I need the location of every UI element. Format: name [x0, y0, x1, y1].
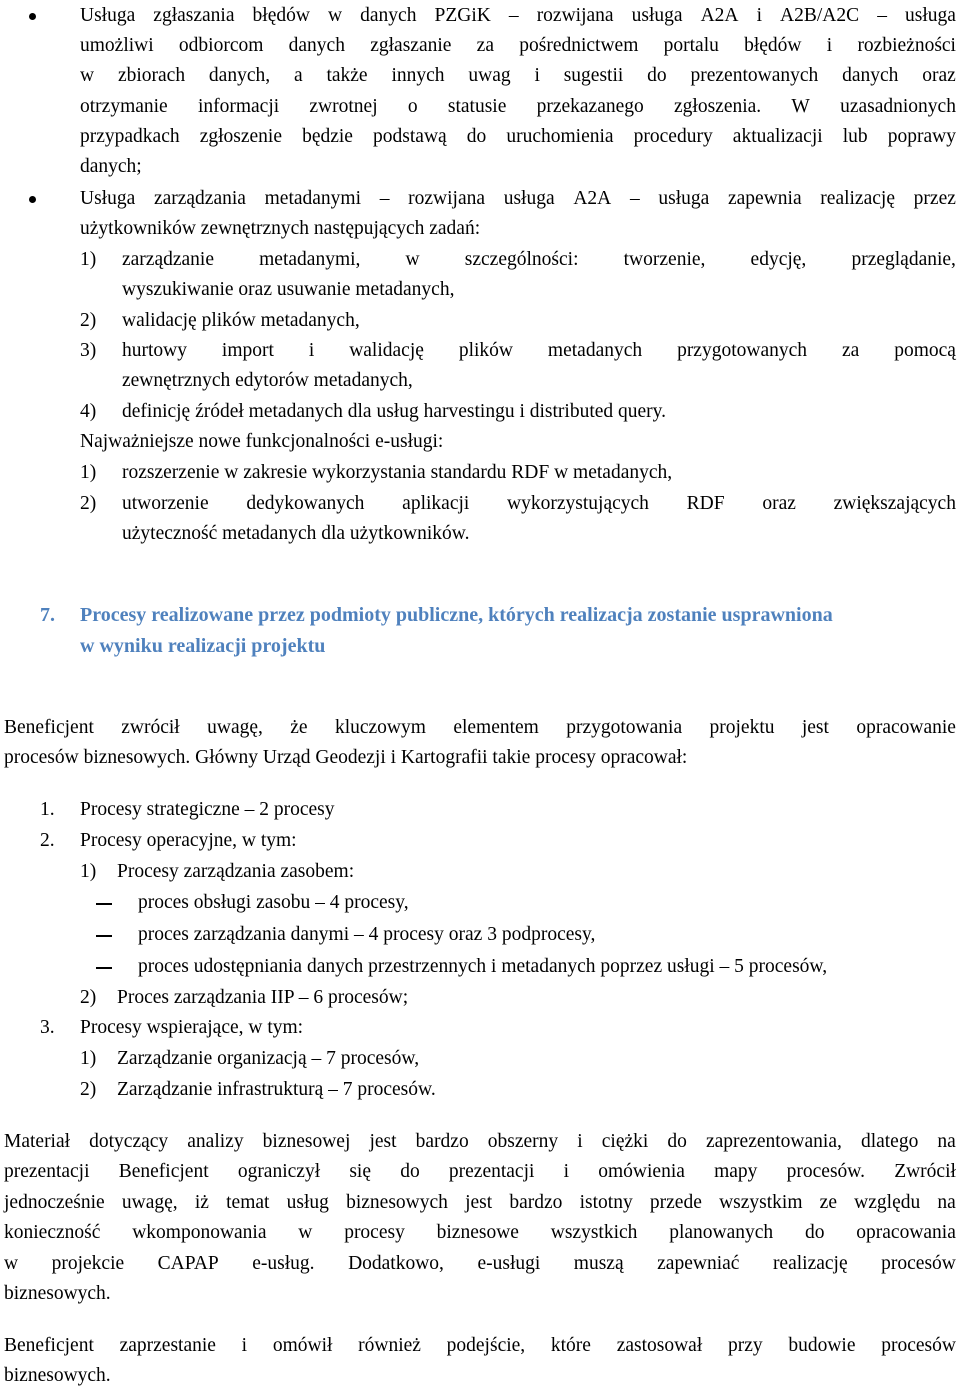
word: rozwijana [408, 188, 486, 209]
word: oraz [762, 493, 796, 514]
word: dedykowanych [246, 493, 365, 514]
word: import [221, 340, 274, 361]
word: A2B/A2C [780, 5, 860, 26]
word: do [647, 65, 667, 86]
process-subitem: proces zarządzania danymi – 4 procesy oraz 3 podprocesy, [138, 924, 596, 945]
paragraph1-line-3 [4, 1191, 956, 1215]
word: przekazanego [536, 96, 644, 117]
word: przypadkach [80, 126, 180, 147]
feature-number: 1) [80, 462, 97, 483]
word: do [804, 1222, 825, 1243]
word: realizację [820, 188, 895, 209]
process-number: 2) [80, 1079, 97, 1100]
word: umożliwi [80, 35, 154, 56]
word: zgłoszenie [199, 126, 282, 147]
word: Usługa [80, 188, 136, 209]
word: portalu [663, 35, 719, 56]
process-number: 1. [40, 799, 55, 820]
bullet1-line-1 [80, 4, 956, 28]
word: opracowania [856, 1222, 956, 1243]
bullet1-line-3 [80, 64, 956, 88]
word: a [293, 65, 303, 86]
task-3-line-1 [122, 339, 956, 363]
word: przygotowanych [677, 340, 808, 361]
word: iż [194, 1192, 209, 1213]
word: także [326, 65, 368, 86]
feature-2-line-2: użyteczność metadanych dla użytkowników. [122, 523, 470, 544]
bullet-icon [29, 196, 36, 203]
word: istotny [579, 1192, 633, 1213]
paragraph2-line-1 [4, 1334, 956, 1358]
word: walidację [349, 340, 424, 361]
process-item: Procesy operacyjne, w tym: [80, 830, 297, 851]
word: zwrócił [121, 717, 180, 738]
paragraph1-line-4 [4, 1221, 956, 1245]
word: wszystkim [719, 1192, 803, 1213]
word: informacji [197, 96, 280, 117]
word: i [577, 1131, 583, 1152]
word: Dodatkowo, [348, 1253, 444, 1274]
process-number: 2. [40, 830, 55, 851]
bullet1-line-6: danych; [80, 156, 142, 177]
word: omówienia [598, 1161, 685, 1182]
word: zarządzania [153, 188, 246, 209]
word: otrzymanie [80, 96, 168, 117]
word: i [534, 65, 540, 86]
word: również [358, 1335, 421, 1356]
word: projektu [709, 717, 775, 738]
word: konieczność [4, 1222, 101, 1243]
word: procesów [881, 1335, 956, 1356]
word: zapewnia [727, 188, 802, 209]
task-number: 1) [80, 249, 97, 270]
word: PZGiK [434, 5, 491, 26]
word: aplikacji [402, 493, 470, 514]
word: za [841, 340, 860, 361]
task-3-line-2: zewnętrznych edytorów metadanych, [122, 370, 413, 391]
word: i [826, 35, 833, 56]
word: zgłoszenia. [674, 96, 762, 117]
process-number: 1) [80, 861, 97, 882]
section-title-line-2: w wyniku realizacji projektu [80, 635, 326, 657]
word: dotyczący [89, 1131, 169, 1152]
task-1-line-2: wyszukiwanie oraz usuwanie metadanych, [122, 279, 455, 300]
word: innych [391, 65, 445, 86]
paragraph1-line-5 [4, 1252, 956, 1276]
word: danych [288, 35, 345, 56]
word: procesy [344, 1222, 405, 1243]
word: przy [727, 1335, 763, 1356]
dash-icon [96, 903, 112, 905]
word: projekcie [51, 1253, 125, 1274]
word: zaprezentowania, [705, 1131, 842, 1152]
bullet2-line-2: użytkowników zewnętrznych następujących zadań: [80, 218, 481, 239]
section-number: 7. [40, 604, 55, 626]
word: bardzo [415, 1131, 469, 1152]
word: i [756, 5, 762, 26]
word: pomocą [894, 340, 956, 361]
word: realizację [772, 1253, 848, 1274]
word: danych [360, 5, 417, 26]
word: RDF [686, 493, 725, 514]
word: wszystkich [550, 1222, 638, 1243]
word: W [791, 96, 810, 117]
word: zgłaszania [153, 5, 235, 26]
word: aktualizacji [732, 126, 823, 147]
word: analizy [187, 1131, 244, 1152]
word: A2A [573, 188, 612, 209]
word: danych [842, 65, 899, 86]
paragraph1-line-1 [4, 1130, 956, 1154]
process-item: Zarządzanie infrastrukturą – 7 procesów. [117, 1079, 436, 1100]
word: i [308, 340, 315, 361]
word: zarządzanie [122, 249, 214, 270]
word: w [4, 1253, 19, 1274]
word: Beneficjent [4, 717, 94, 738]
bullet1-line-2 [80, 34, 956, 58]
word: ciężki [601, 1131, 649, 1152]
word: A2A [700, 5, 739, 26]
word: uwag [468, 65, 511, 86]
word: w [298, 1222, 313, 1243]
word: oraz [922, 65, 956, 86]
word: zbiorach [117, 65, 186, 86]
word: przeglądanie, [851, 249, 956, 270]
word: opracowanie [856, 717, 956, 738]
word: że [290, 717, 308, 738]
feature-1-line-1: rozszerzenie w zakresie wykorzystania standardu RDF w metadanych, [122, 462, 673, 483]
word: statusie [447, 96, 507, 117]
process-item: Procesy strategiczne – 2 procesy [80, 799, 335, 820]
word: jednocześnie [4, 1192, 105, 1213]
word: do [667, 1131, 687, 1152]
dash-icon [96, 935, 112, 937]
process-number: 3. [40, 1017, 55, 1038]
word: zapewniać [657, 1253, 740, 1274]
paragraph1-line-6: biznesowych. [4, 1283, 111, 1304]
word: rozbieżności [857, 35, 956, 56]
word: podejście, [446, 1335, 526, 1356]
section-title-line-1: Procesy realizowane przez podmioty publiczne, których realizacja zostanie usprawniona [80, 604, 833, 626]
word: rozwijana [536, 5, 614, 26]
word: ograniczył [237, 1161, 321, 1182]
word: przede [649, 1192, 702, 1213]
task-number: 2) [80, 310, 97, 331]
word: usługa [658, 188, 710, 209]
intro-line-2: procesów biznesowych. Główny Urząd Geodezji i Kartografii takie procesy opracował: [4, 747, 688, 768]
word: o [407, 96, 418, 117]
feature-number: 2) [80, 493, 97, 514]
word: odbiorcom [178, 35, 264, 56]
word: i [241, 1335, 248, 1356]
process-number: 2) [80, 987, 97, 1008]
word: usługa [503, 188, 555, 209]
word: podstawą [373, 126, 447, 147]
word: metadanymi, [259, 249, 361, 270]
word: e-usług. [252, 1253, 315, 1274]
word: błędów [744, 35, 802, 56]
word: budowie [788, 1335, 856, 1356]
word: lub [842, 126, 868, 147]
word: do [466, 126, 487, 147]
process-item: Zarządzanie organizacją – 7 procesów, [117, 1048, 420, 1069]
word: obszerny [487, 1131, 559, 1152]
task-2-line-1: walidację plików metadanych, [122, 310, 360, 331]
task-number: 4) [80, 401, 97, 422]
intro-line-1 [4, 716, 956, 740]
word: będzie [302, 126, 353, 147]
word: temat [226, 1192, 270, 1213]
word: względu [854, 1192, 921, 1213]
bullet1-line-5 [80, 125, 956, 149]
bullet2-line-1 [80, 187, 956, 211]
word: mapy [714, 1161, 758, 1182]
word: plików [458, 340, 513, 361]
word: w [328, 5, 343, 26]
word: biznesowej [262, 1131, 351, 1152]
word: – [877, 5, 887, 26]
word: prezentacji [4, 1161, 90, 1182]
word: utworzenie [122, 493, 209, 514]
word: omówił [272, 1335, 333, 1356]
word: uwagę, [121, 1192, 178, 1213]
word: kluczowym [334, 717, 426, 738]
word: usług [286, 1192, 329, 1213]
word: biznesowych [346, 1192, 448, 1213]
dash-icon [96, 967, 112, 969]
word: ze [819, 1192, 837, 1213]
word: jest [465, 1192, 493, 1213]
word: uzasadnionych [840, 96, 956, 117]
word: wkomponowania [132, 1222, 267, 1243]
word: tworzenie, [623, 249, 706, 270]
word: jest [369, 1131, 397, 1152]
process-item: Procesy zarządzania zasobem: [117, 861, 355, 882]
process-subitem: proces obsługi zasobu – 4 procesy, [138, 892, 409, 913]
word: e-usługi [477, 1253, 541, 1274]
word: sugestii [563, 65, 624, 86]
word: – [379, 188, 390, 209]
word: elementem [453, 717, 539, 738]
word: Usługa [80, 5, 136, 26]
process-number: 1) [80, 1048, 97, 1069]
word: bardzo [509, 1192, 563, 1213]
word: edycję, [750, 249, 807, 270]
word: procesów. [786, 1161, 865, 1182]
word: usługa [631, 5, 683, 26]
word: przez [913, 188, 956, 209]
process-subitem: proces udostępniania danych przestrzennych i metadanych poprzez usługi – 5 procesów, [138, 956, 828, 977]
word: procesów [881, 1253, 956, 1274]
task-4-line-1: definicję źródeł metadanych dla usług harvestingu i distributed query. [122, 401, 667, 422]
word: metadanych [547, 340, 643, 361]
process-item: Procesy wspierające, w tym: [80, 1017, 304, 1038]
word: zgłaszanie [370, 35, 452, 56]
word: metadanymi [264, 188, 362, 209]
word: za [476, 35, 494, 56]
word: uruchomienia [506, 126, 614, 147]
paragraph2-line-2: biznesowych. [4, 1365, 111, 1386]
bullet1-line-4 [80, 95, 956, 119]
word: zwrotnej [309, 96, 378, 117]
feature-2-line-1 [122, 492, 956, 516]
word: usługa [904, 5, 956, 26]
word: zastosował [616, 1335, 703, 1356]
word: na [937, 1192, 956, 1213]
word: które [550, 1335, 591, 1356]
word: zaprzestanie [119, 1335, 216, 1356]
word: i [563, 1161, 570, 1182]
word: uwagę, [207, 717, 263, 738]
new-features-title: Najważniejsze nowe funkcjonalności e-usługi: [80, 431, 444, 452]
process-item: Proces zarządzania IIP – 6 procesów; [117, 987, 409, 1008]
task-number: 3) [80, 340, 97, 361]
word: błędów [252, 5, 310, 26]
word: Beneficjent [118, 1161, 209, 1182]
word: w [80, 65, 95, 86]
bullet-icon [29, 13, 36, 20]
word: procedury [633, 126, 713, 147]
word: jest [801, 717, 829, 738]
word: – [508, 5, 519, 26]
word: w [405, 249, 420, 270]
word: szczególności: [464, 249, 579, 270]
word: prezentowanych [690, 65, 819, 86]
word: zwiększających [833, 493, 956, 514]
word: danych, [208, 65, 271, 86]
word: muszą [573, 1253, 624, 1274]
word: CAPAP [157, 1253, 219, 1274]
word: przygotowania [566, 717, 683, 738]
word: do [400, 1161, 420, 1182]
word: na [937, 1131, 956, 1152]
paragraph1-line-2 [4, 1160, 956, 1184]
word: Materiał [4, 1131, 71, 1152]
word: hurtowy [122, 340, 187, 361]
word: planowanych [669, 1222, 774, 1243]
word: Zwrócił [894, 1161, 956, 1182]
word: – [629, 188, 640, 209]
word: wykorzystujących [507, 493, 649, 514]
word: prezentacji [448, 1161, 535, 1182]
word: dlatego [860, 1131, 919, 1152]
word: biznesowe [436, 1222, 519, 1243]
word: się [349, 1161, 371, 1182]
word: pośrednictwem [519, 35, 639, 56]
word: poprawy [887, 126, 956, 147]
word: Beneficjent [4, 1335, 94, 1356]
task-1-line-1 [122, 248, 956, 272]
